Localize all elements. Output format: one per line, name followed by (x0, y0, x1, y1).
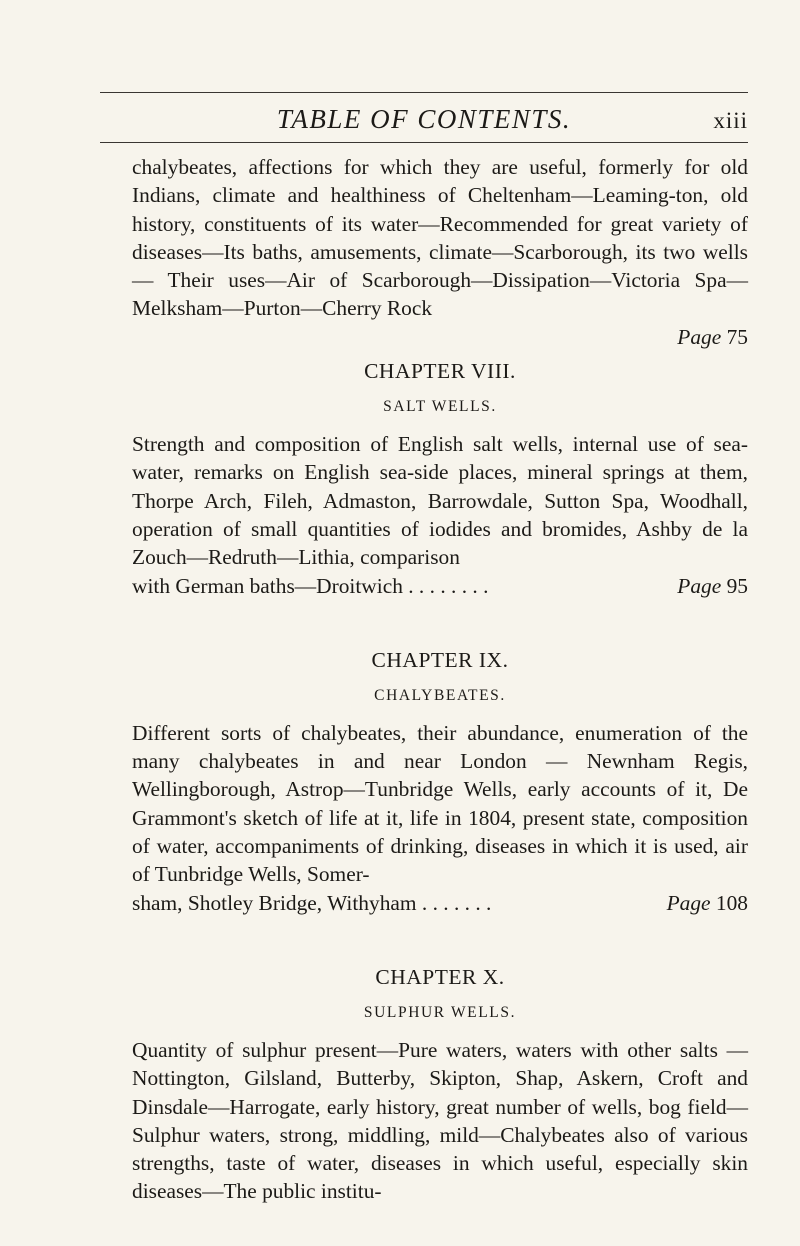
running-head (100, 104, 748, 138)
chapter-heading-x: CHAPTER X. (375, 964, 505, 989)
chapter-viii-last-line (132, 572, 748, 600)
page-label: Page (666, 890, 711, 915)
head-rule (100, 142, 748, 143)
page-value: 95 (726, 573, 748, 598)
last-line-text: with German baths—Droitwich . . . . . . . . (132, 573, 489, 598)
page-label: Page (677, 324, 722, 349)
chapter-subtitle-viii: SALT WELLS. (383, 398, 497, 416)
page-value: 75 (726, 324, 748, 349)
chapter-subtitle-ix: CHALYBEATES. (374, 686, 506, 704)
spacer (132, 600, 748, 640)
chapter-heading-viii: CHAPTER VIII. (364, 359, 516, 384)
chapter-viii-page-ref (677, 572, 748, 600)
contents-body (132, 153, 748, 1206)
page-number: xiii (713, 108, 748, 133)
chapter-ix-page-ref (667, 889, 748, 917)
page-label: Page (677, 573, 722, 598)
spacer (132, 917, 748, 957)
intro-paragraph: chalybeates, affections for which they are useful, formerly for old Indians, climate and healthiness of Cheltenham—Leaming-ton, old history, constituents of its water—Recommended for great variety of diseases—Its baths, amusements, climate—Scarborough, its two wells— Their uses—Air of Scarborough—Dissipation—Victoria Spa—Melksham—Purton—Cherry Rock (132, 155, 748, 321)
chapter-heading-ix: CHAPTER IX. (371, 647, 509, 672)
chapter-x-summary: Quantity of sulphur present—Pure waters, waters with other salts —Nottington, Gilsland, Butterby, Skipton, Shap, Askern, Croft and Dinsdale—Harrogate, early history, great number of wells, bog field—Sulphur waters, strong, middling, mild—Chalybeates also of various strengths, taste of water, diseases in which useful, especially skin diseases—The public institu- (132, 1037, 748, 1204)
chapter-ix-summary: Different sorts of chalybeates, their abundance, enumeration of the many chalybeates in and near London — Newnham Regis, Wellingborough, Astrop—Tunbridge Wells, early accounts of it, De Grammont's sketch of life at it, life in 1804, present state, composition of water, accompaniments of drinking, diseases in which it is used, air of Tunbridge Wells, Somer- (132, 720, 748, 887)
top-rule (100, 92, 748, 93)
page-value: 108 (715, 890, 748, 915)
chapter-subtitle-x: SULPHUR WELLS. (363, 1003, 517, 1021)
chapter-viii-summary: Strength and composition of English salt wells, internal use of sea-water, remarks on English sea-side places, mineral springs at them, Thorpe Arch, Fileh, Admaston, Barrowdale, Sutton Spa, Woodhall, operation of small quantities of iodides and bromides, Ashby de la Zouch—Redruth—Lithia, comparison (132, 432, 748, 570)
last-line-text: sham, Shotley Bridge, Withyham . . . . . . . (132, 890, 492, 915)
intro-page-ref (132, 323, 748, 351)
chapter-ix-last-line (132, 889, 748, 917)
running-title: TABLE OF CONTENTS. (276, 104, 572, 134)
